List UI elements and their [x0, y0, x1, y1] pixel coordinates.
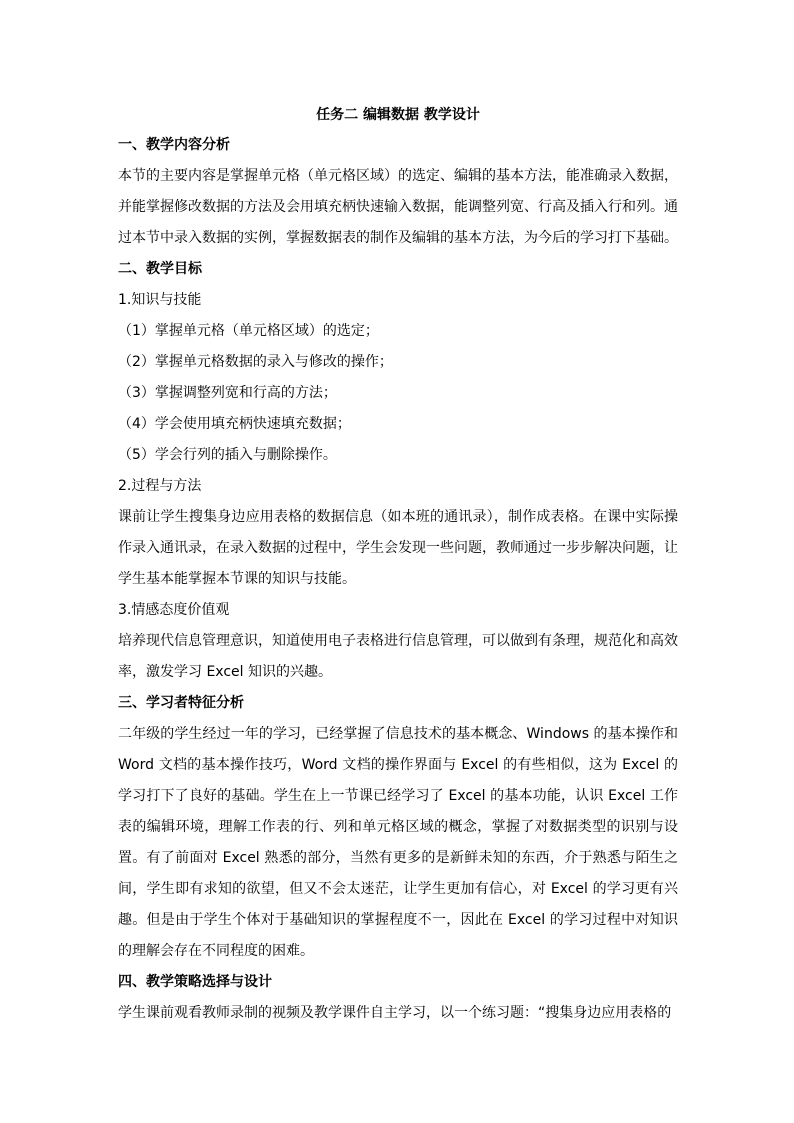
document-title: 任务二 编辑数据 教学设计 — [316, 107, 480, 123]
paragraph-learner-analysis: 二年级的学生经过一年的学习，已经掌握了信息技术的基本概念、Windows 的基本操作和 Word 文档的基本操作技巧，Word 文档的操作界面与 Excel 的有些相似，这为 Excel 的学习打下了良好的基础。学生在上一节课已经学习了 Excel 的基本功能，认识 Excel 工作表的编辑环境，理解工作表的行、列和单元格区域的概念，掌握了对数据类型的识别与设置。有了前面对 Excel 熟悉的部分，当然有更多的是新鲜未知的东西，介于熟悉与陌生之间，学生即有求知的欲望，但又不会太迷茫，让学生更加有信心，对 Excel 的学习更有兴趣。但是由于学生个体对于基础知识的掌握程度不一，因此在 Excel 的学习过程中对知识的理解会存在不同程度的困难。 — [118, 726, 678, 959]
section-heading-learner-analysis: 三、学习者特征分析 — [118, 695, 244, 711]
document-body — [118, 100, 678, 1029]
list-item: （1）掌握单元格（单元格区域）的选定； — [118, 323, 379, 339]
list-item: （4）学会使用填充柄快速填充数据； — [118, 416, 351, 432]
list-item: （5）学会行列的插入与删除操作。 — [118, 447, 337, 463]
section-heading-strategy: 四、教学策略选择与设计 — [118, 974, 272, 990]
list-item: （2）掌握单元格数据的录入与修改的操作； — [118, 354, 393, 370]
subheading-process-method: 2.过程与方法 — [118, 478, 202, 494]
list-item: （3）掌握调整列宽和行高的方法； — [118, 385, 337, 401]
paragraph-attitude-values: 培养现代信息管理意识，知道使用电子表格进行信息管理，可以做到有条理，规范化和高效率，激发学习 Excel 知识的兴趣。 — [118, 633, 678, 680]
paragraph-process-method: 课前让学生搜集身边应用表格的数据信息（如本班的通讯录），制作成表格。在课中实际操作录入通讯录，在录入数据的过程中，学生会发现一些问题，教师通过一步步解决问题，让学生基本能掌握本节课的知识与技能。 — [118, 509, 678, 587]
section-heading-objectives: 二、教学目标 — [118, 261, 202, 277]
subheading-knowledge-skills: 1.知识与技能 — [118, 292, 202, 308]
section-heading-content-analysis: 一、教学内容分析 — [118, 137, 230, 153]
subheading-attitude-values: 3.情感态度价值观 — [118, 602, 230, 618]
paragraph-strategy: 学生课前观看教师录制的视频及教学课件自主学习，以一个练习题：“搜集身边应用表格的 — [118, 1005, 672, 1021]
paragraph-content-analysis: 本节的主要内容是掌握单元格（单元格区域）的选定、编辑的基本方法，能准确录入数据，并能掌握修改数据的方法及会用填充柄快速输入数据，能调整列宽、行高及插入行和列。通过本节中录入数据的实例，掌握数据表的制作及编辑的基本方法，为今后的学习打下基础。 — [118, 168, 678, 246]
